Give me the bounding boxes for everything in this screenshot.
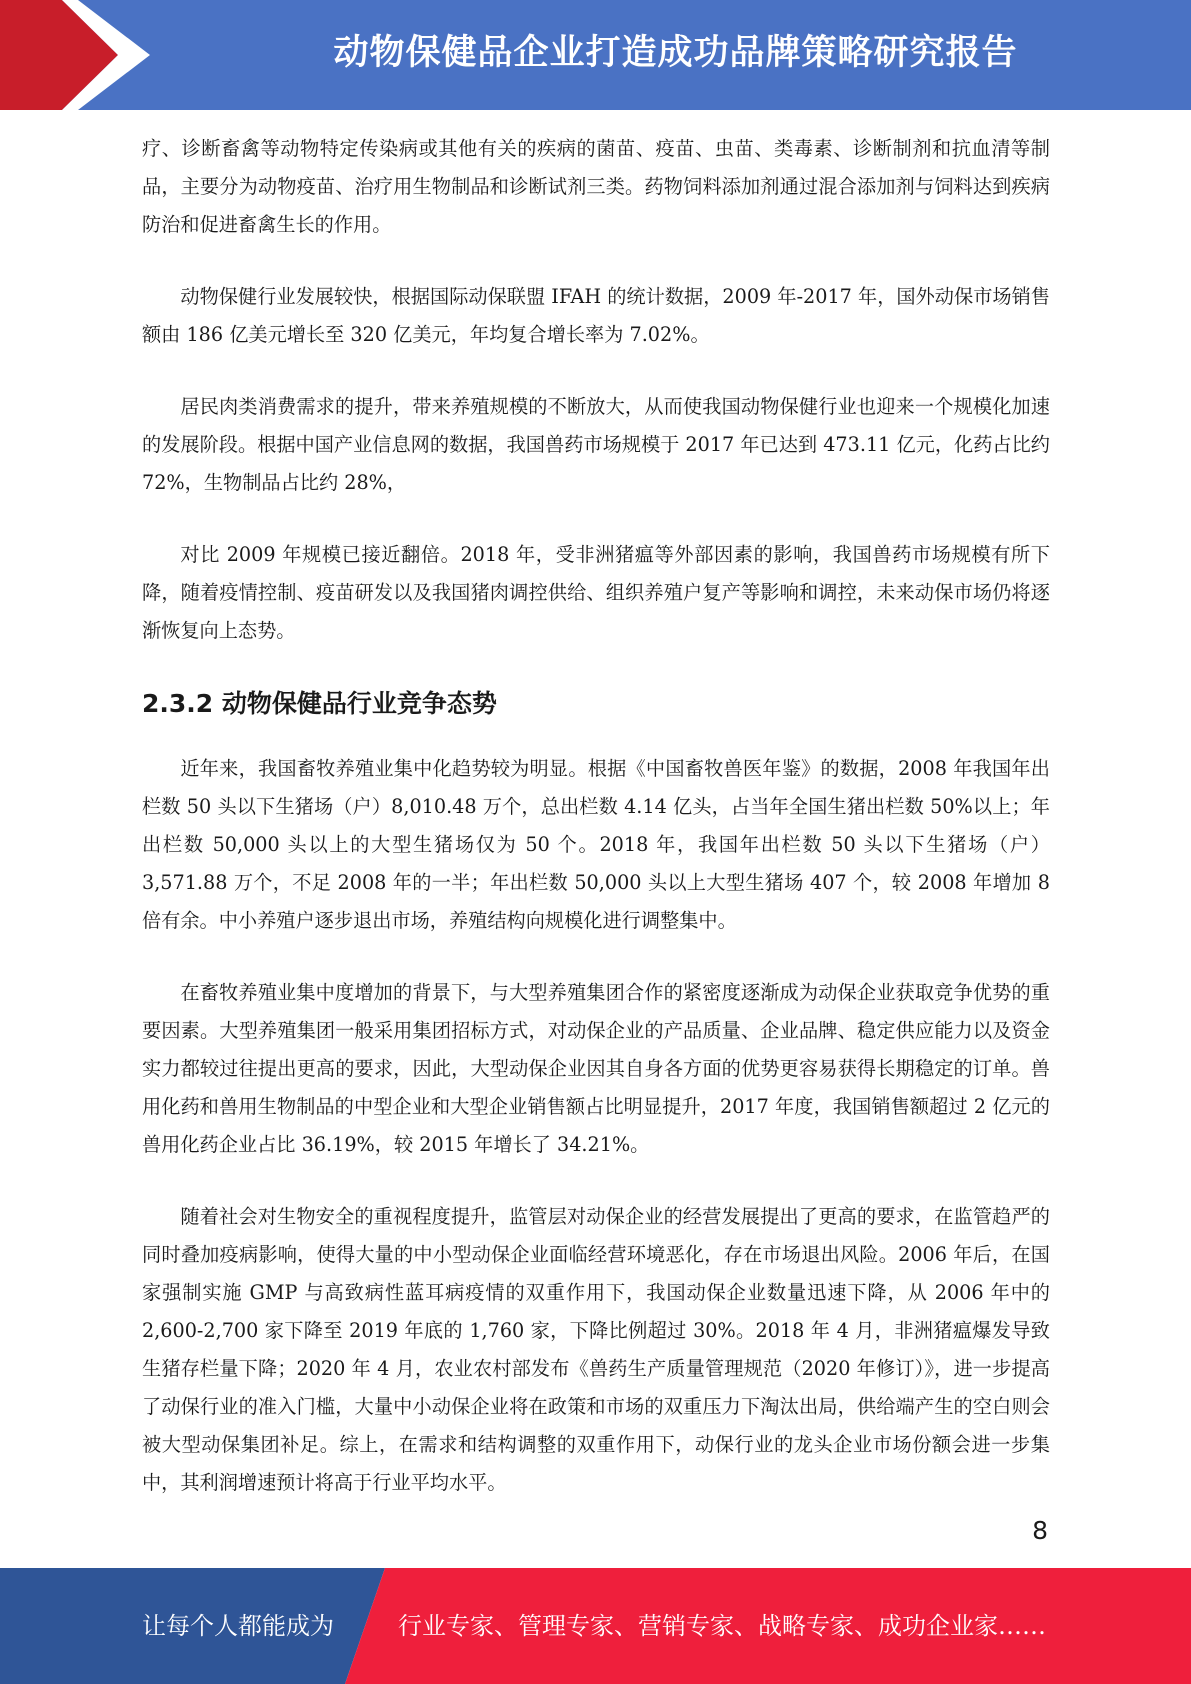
section-heading: 2.3.2 动物保健品行业竞争态势 [142, 689, 497, 718]
page-number: 8 [1032, 1516, 1048, 1545]
footer-slogan-right: 行业专家、管理专家、营销专家、战略专家、成功企业家…… [398, 1612, 1046, 1640]
paragraph: 随着社会对生物安全的重视程度提升，监管层对动保企业的经营发展提出了更高的要求，在监管趋严的同时叠加疫病影响，使得大量的中小型动保企业面临经营环境恶化，存在市场退出风险。2006 年后，在国家强制实施 GMP 与高致病性蓝耳病疫情的双重作用下，我国动保企业数量迅速下降，从 2006 年中的 2,600-2,700 家下降至 2019 年底的 1,760 家，下降比例超过 30%。2018 年 4 月，非洲猪瘟爆发导致生猪存栏量下降；2020 年 4 月，农业农村部发布《兽药生产质量管理规范（2020 年修订）》，进一步提高了动保行业的准入门槛，大量中小动保企业将在政策和市场的双重压力下淘汰出局，供给端产生的空白则会被大型动保集团补足。综上，在需求和结构调整的双重作用下，动保行业的龙头企业市场份额会进一步集中，其利润增速预计将高于行业平均水平。 [142, 1205, 1050, 1494]
paragraph: 近年来，我国畜牧养殖业集中化趋势较为明显。根据《中国畜牧兽医年鉴》的数据，2008 年我国年出栏数 50 头以下生猪场（户）8,010.48 万个，总出栏数 4.14 亿头，占当年全国生猪出栏数 50%以上；年出栏数 50,000 头以上的大型生猪场仅为 50 个。2018 年，我国年出栏数 50 头以下生猪场（户）3,571.88 万个，不足 2008 年的一半；年出栏数 50,000 头以上大型生猪场 407 个，较 2008 年增加 8 倍有余。中小养殖户逐步退出市场，养殖结构向规模化进行调整集中。 [142, 757, 1050, 932]
paragraph: 对比 2009 年规模已接近翻倍。2018 年，受非洲猪瘟等外部因素的影响，我国兽药市场规模有所下降，随着疫情控制、疫苗研发以及我国猪肉调控供给、组织养殖户复产等影响和调控，未来动保市场仍将逐渐恢复向上态势。 [142, 543, 1050, 642]
paragraph: 动物保健行业发展较快，根据国际动保联盟 IFAH 的统计数据，2009 年-2017 年，国外动保市场销售额由 186 亿美元增长至 320 亿美元，年均复合增长率为 7.02%。 [142, 285, 1050, 346]
document-body [142, 130, 1050, 1536]
footer-slogan-left: 让每个人都能成为 [142, 1612, 334, 1640]
report-title: 动物保健品企业打造成功品牌策略研究报告 [333, 33, 1018, 73]
paragraph-continued: 疗、诊断畜禽等动物特定传染病或其他有关的疾病的菌苗、疫苗、虫苗、类毒素、诊断制剂和抗血清等制品，主要分为动物疫苗、治疗用生物制品和诊断试剂三类。药物饲料添加剂通过混合添加剂与饲料达到疾病防治和促进畜禽生长的作用。 [142, 137, 1050, 236]
paragraph: 居民肉类消费需求的提升，带来养殖规模的不断放大，从而使我国动物保健行业也迎来一个规模化加速的发展阶段。根据中国产业信息网的数据，我国兽药市场规模于 2017 年已达到 473.11 亿元，化药占比约 72%，生物制品占比约 28%， [142, 395, 1050, 494]
page-footer [0, 1568, 1191, 1684]
paragraph: 在畜牧养殖业集中度增加的背景下，与大型养殖集团合作的紧密度逐渐成为动保企业获取竞争优势的重要因素。大型养殖集团一般采用集团招标方式，对动保企业的产品质量、企业品牌、稳定供应能力以及资金实力都较过往提出更高的要求，因此，大型动保企业因其自身各方面的优势更容易获得长期稳定的订单。兽用化药和兽用生物制品的中型企业和大型企业销售额占比明显提升，2017 年度，我国销售额超过 2 亿元的兽用化药企业占比 36.19%，较 2015 年增长了 34.21%。 [142, 981, 1050, 1156]
page-header [0, 0, 1191, 110]
